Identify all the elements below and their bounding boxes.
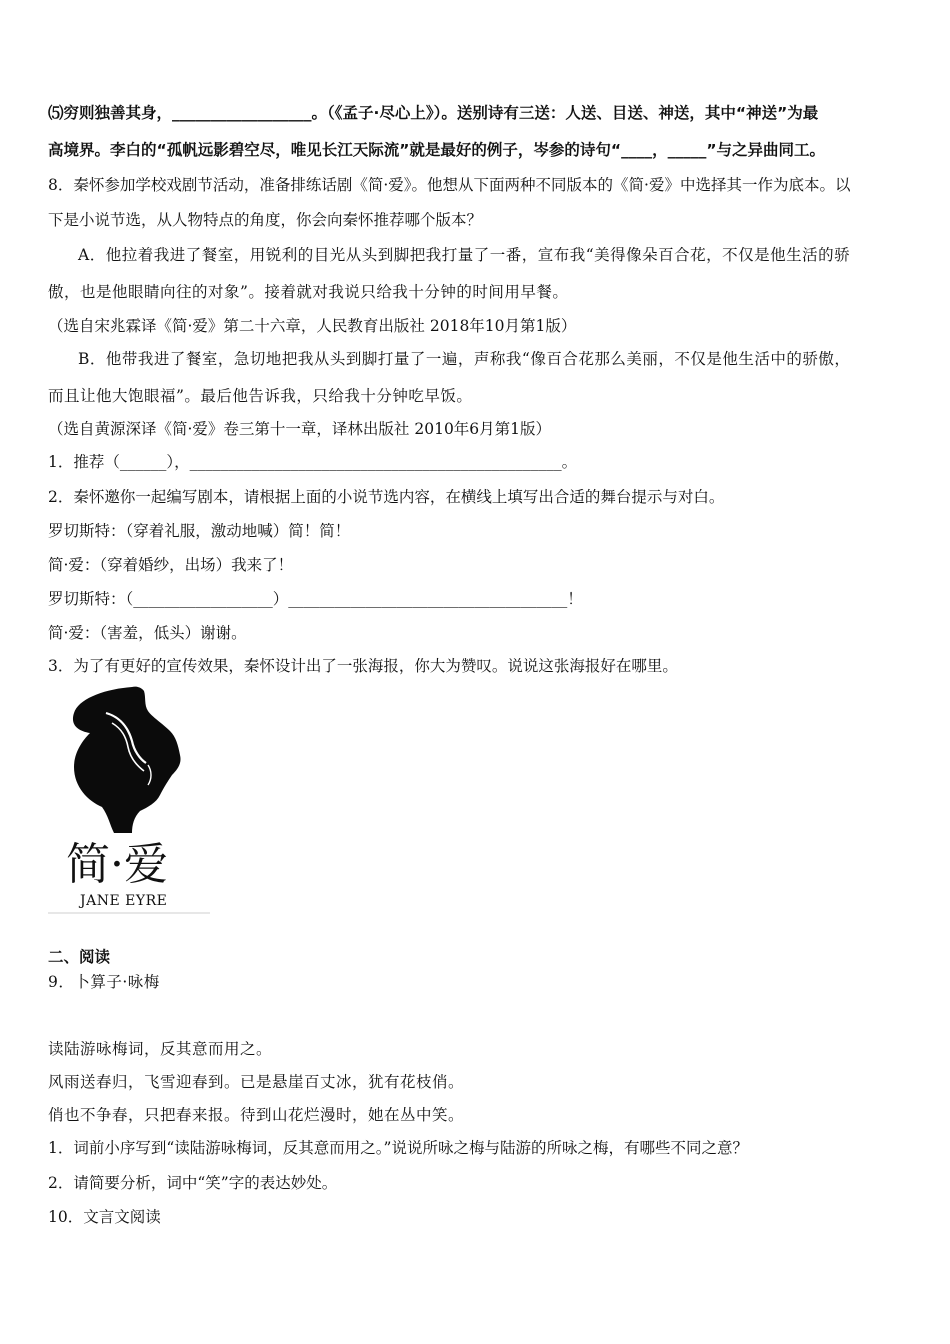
sub-question-3: 3．为了有更好的宣传效果，秦怀设计出了一张海报，你大为赞叹。说说这张海报好在哪里。 bbox=[48, 657, 678, 675]
version-a-line-1: A．他拉着我进了餐室，用锐利的目光从头到脚把我打量了一番，宣布我“美得像朵百合花，不仅是他生活的骄 bbox=[78, 246, 851, 264]
poster-svg bbox=[48, 683, 210, 915]
script-line-jane-2: 简·爱：（害羞，低头）谢谢。 bbox=[48, 624, 247, 642]
poem-line-2: 俏也不争春，只把春来报。待到山花烂漫时，她在丛中笑。 bbox=[48, 1106, 465, 1124]
sub-question-1: 1．推荐（______），________________________________________________。 bbox=[48, 453, 578, 471]
version-a-line-2: 傲，也是他眼睛向往的对象”。接着就对我说只给我十分钟的时间用早餐。 bbox=[48, 283, 569, 301]
jane-eyre-poster-image bbox=[48, 683, 210, 915]
version-b-line-1: B．他带我进了餐室，急切地把我从头到脚打量了一遍，声称我“像百合花那么美丽，不仅是他生活中的骄傲， bbox=[78, 350, 851, 368]
question-9-title: 9．卜算子·咏梅 bbox=[48, 973, 160, 991]
version-b-source: （选自黄源深译《简·爱》卷三第十一章，译林出版社 2010年6月第1版） bbox=[48, 420, 552, 438]
question-9-sub-1: 1．词前小序写到“读陆游咏梅词，反其意而用之。”说说所咏之梅与陆游的所咏之梅，有哪些不同之意？ bbox=[48, 1139, 748, 1157]
section-heading-reading: 二、阅读 bbox=[48, 948, 111, 966]
poster-title: 简·爱 bbox=[66, 839, 168, 890]
script-line-rochester-2: 罗切斯特：（__________________）____________________________________！ bbox=[48, 590, 583, 608]
version-b-line-2: 而且让他大饱眼福”。最后他告诉我，只给我十分钟吃早饭。 bbox=[48, 387, 473, 405]
version-a-source: （选自宋兆霖译《简·爱》第二十六章，人民教育出版社 2018年10月第1版） bbox=[48, 317, 577, 335]
question-9-sub-2: 2．请简要分析，词中“笑”字的表达妙处。 bbox=[48, 1174, 338, 1192]
script-line-rochester-1: 罗切斯特：（穿着礼服，激动地喊）简！简！ bbox=[48, 522, 351, 540]
question-7-line-2: 高境界。李白的“孤帆远影碧空尽，唯见长江天际流”就是最好的例子，岑参的诗句“____，_____”与之异曲同工。 bbox=[48, 141, 826, 159]
question-8-stem-line-2: 下是小说节选，从人物特点的角度，你会向秦怀推荐哪个版本？ bbox=[48, 211, 483, 229]
script-line-jane-1: 简·爱：（穿着婚纱，出场）我来了！ bbox=[48, 556, 294, 574]
poem-preface: 读陆游咏梅词，反其意而用之。 bbox=[48, 1040, 273, 1058]
sub-question-2: 2．秦怀邀你一起编写剧本，请根据上面的小说节选内容，在横线上填写出合适的舞台提示与对白。 bbox=[48, 488, 725, 506]
question-8-stem-line-1: 8．秦怀参加学校戏剧节活动，准备排练话剧《简·爱》。他想从下面两种不同版本的《简·爱》中选择其一作为底本。以 bbox=[48, 176, 851, 194]
question-10-title: 10．文言文阅读 bbox=[48, 1208, 161, 1226]
question-7-line-1: ⑸穷则独善其身，__________________。（《孟子·尽心上》）。送别诗有三送：人送、目送、神送，其中“神送”为最 bbox=[48, 104, 819, 122]
poster-subtitle: JANE EYRE bbox=[80, 893, 168, 909]
poem-line-1: 风雨送春归，飞雪迎春到。已是悬崖百丈冰，犹有花枝俏。 bbox=[48, 1073, 465, 1091]
